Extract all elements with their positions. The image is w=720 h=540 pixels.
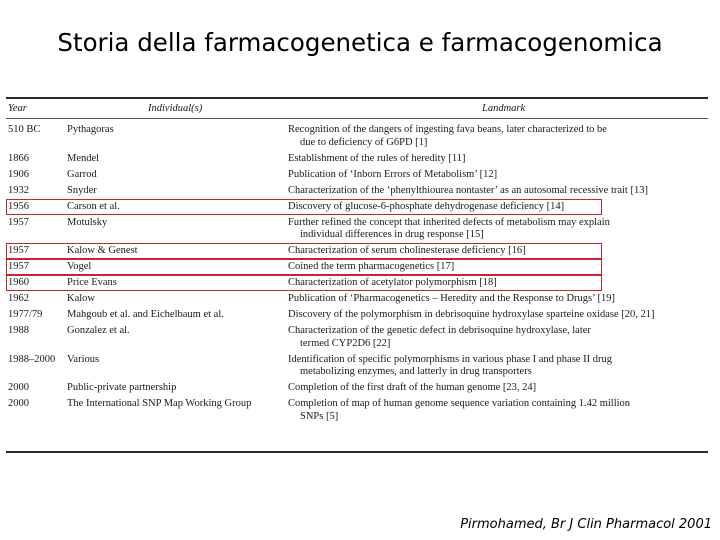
row-landmark-line: Characterization of serum cholinesterase deficiency [16] <box>288 245 526 256</box>
row-year: 1906 <box>8 168 29 180</box>
citation: Pirmohamed, Br J Clin Pharmacol 2001 <box>460 517 712 532</box>
row-year: 1960 <box>8 277 29 288</box>
row-landmark-line: Characterization of acetylator polymorphism [18] <box>288 277 497 288</box>
row-year: 2000 <box>8 398 29 409</box>
row-individual: Carson et al. <box>67 200 120 212</box>
row-landmark-line: Publication of ‘Pharmacogenetics – Heredity and the Response to Drugs’ [19] <box>288 293 615 304</box>
row-landmark-line: metabolizing enzymes, and latterly in drug transporters <box>300 366 532 377</box>
header-landmark: Landmark <box>482 103 526 114</box>
table-top-rule <box>6 97 708 99</box>
row-year: 1956 <box>8 200 29 212</box>
row-individual: Mendel <box>67 152 100 164</box>
row-year: 1962 <box>8 293 29 304</box>
row-individual: Public-private partnership <box>67 382 177 393</box>
row-individual: Gonzalez et al. <box>67 325 130 336</box>
row-landmark-line: Characterization of the ‘phenylthiourea nontaster’ as an autosomal recessive trait [13] <box>288 184 648 196</box>
row-landmark-line: individual differences in drug response [15] <box>300 229 484 240</box>
row-individual: Snyder <box>67 184 97 196</box>
row-landmark-line: Completion of the first draft of the human genome [23, 24] <box>288 382 537 393</box>
row-year: 2000 <box>8 382 29 393</box>
slide-title: Storia della farmacogenetica e farmacogenomica <box>57 28 663 57</box>
row-year: 1957 <box>8 261 29 272</box>
row-individual: Garrod <box>67 168 97 180</box>
row-individual: The International SNP Map Working Group <box>67 398 252 409</box>
table-bottom-rule <box>6 451 708 453</box>
row-landmark-line: due to deficiency of G6PD [1] <box>300 136 428 148</box>
row-landmark-line: Coined the term pharmacogenetics [17] <box>288 261 455 272</box>
row-individual: Kalow <box>67 293 95 304</box>
row-landmark-line: Establishment of the rules of heredity [11] <box>288 152 466 164</box>
row-landmark-line: Characterization of the genetic defect in debrisoquine hydroxylase, later <box>288 325 591 336</box>
header-year: Year <box>8 103 27 114</box>
row-individual: Vogel <box>67 261 92 272</box>
row-individual: Price Evans <box>67 277 117 288</box>
row-landmark-line: Publication of ‘Inborn Errors of Metabolism’ [12] <box>288 168 498 180</box>
row-year: 510 BC <box>8 124 41 135</box>
row-year: 1957 <box>8 245 29 256</box>
row-individual: Pythagoras <box>67 124 114 135</box>
history-table <box>6 97 708 455</box>
header-individual: Individual(s) <box>148 103 203 114</box>
row-landmark-line: Discovery of the polymorphism in debrisoquine hydroxylase sparteine oxidase [20, 21] <box>288 309 655 320</box>
row-individual: Motulsky <box>67 216 108 228</box>
row-individual: Kalow & Genest <box>67 245 138 256</box>
row-landmark-line: Further refined the concept that inherited defects of metabolism may explain <box>288 216 610 228</box>
row-year: 1957 <box>8 216 29 228</box>
row-landmark-line: termed CYP2D6 [22] <box>300 337 391 349</box>
table-header-rule <box>6 118 708 119</box>
row-year: 1988–2000 <box>8 353 56 365</box>
row-individual: Mahgoub et al. and Eichelbaum et al. <box>67 309 224 320</box>
row-landmark-line: SNPs [5] <box>300 410 339 422</box>
row-year: 1932 <box>8 184 29 196</box>
row-year: 1866 <box>8 152 29 164</box>
row-landmark-line: Recognition of the dangers of ingesting fava beans, later characterized to be <box>288 124 607 135</box>
row-year: 1988 <box>8 325 29 336</box>
row-individual: Various <box>67 353 100 365</box>
row-landmark-line: Completion of map of human genome sequence variation containing 1.42 million <box>288 398 631 409</box>
row-landmark-line: Identification of specific polymorphisms in various phase I and phase II drug <box>288 353 612 365</box>
row-year: 1977/79 <box>8 309 43 320</box>
row-landmark-line: Discovery of glucose-6-phosphate dehydrogenase deficiency [14] <box>288 200 565 212</box>
